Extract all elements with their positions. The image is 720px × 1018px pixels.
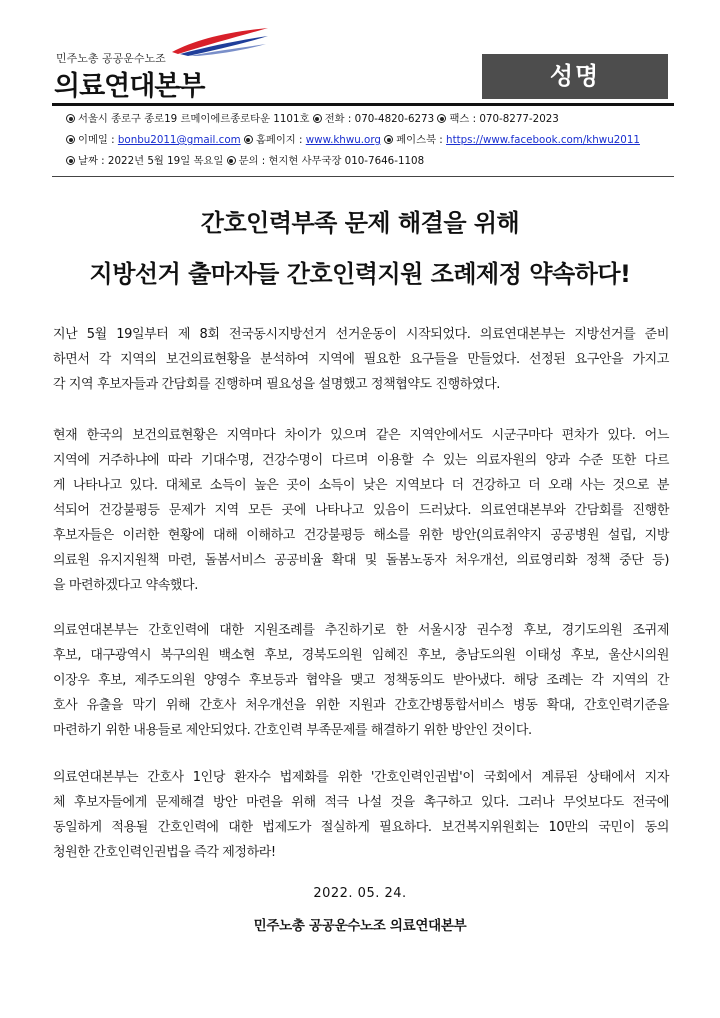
text-line: 게 나타나고 있다. 대체로 소득이 높은 곳이 소득이 낮은 지역보다 더 건강하고 더 오래 사는 것으로 분 <box>53 478 669 493</box>
bullet-icon <box>437 114 446 123</box>
phone: 070-4820-6273 <box>354 113 435 125</box>
release-date: 2022년 5월 19일 목요일 <box>107 155 224 167</box>
text-line: 동일하게 적용될 간호인력에 대한 법제도가 절실하게 필요하다. 보건복지위원회는 10만의 국민이 동의 <box>53 820 669 835</box>
title-line-1: 간호인력부족 문제 해결을 위해 <box>200 209 520 237</box>
text-line: 호사 유출을 막기 위해 간호사 처우개선을 위한 지원과 간호간병통합서비스 병동 확대, 간호인력기준을 <box>53 698 669 713</box>
paragraph-1 <box>53 322 669 397</box>
homepage-link[interactable]: www.khwu.org <box>305 134 381 146</box>
text-line: 지난 5월 19일부터 제 8회 전국동시지방선거 선거운동이 시작되었다. 의료연대본부는 지방선거를 준비 <box>53 327 669 342</box>
bullet-icon <box>313 114 322 123</box>
text-line: 지역에 거주하냐에 따라 기대수명, 건강수명이 다르며 이용할 수 있는 의료자원의 양과 수준 또한 다르 <box>53 453 669 468</box>
date-label: 날짜 <box>78 155 98 167</box>
inquiry-contact: 현지현 사무국장 010-7646-1108 <box>268 155 425 167</box>
letterhead <box>52 24 672 104</box>
paragraph-2 <box>53 423 669 598</box>
text-line: 마련하기 위한 내용들로 제안되었다. 간호인력 부족문제를 해결하기 위한 방안인 것이다. <box>53 723 532 738</box>
logo-title: 의료연대본부 <box>54 71 205 102</box>
email-link[interactable]: bonbu2011@gmail.com <box>117 134 241 146</box>
bullet-icon <box>66 135 75 144</box>
text-line: 각 지역 후보자들과 간담회를 진행하며 필요성을 설명했고 정책협약도 진행하였다. <box>53 377 500 392</box>
email-label: 이메일 <box>78 134 108 146</box>
statement-badge: 성명 <box>482 54 668 99</box>
statement-date: 2022. 05. 24. <box>313 886 407 901</box>
text-line: 을 마련하겠다고 약속했다. <box>53 578 198 593</box>
contact-line-2: 이메일 : bonbu2011@gmail.com 홈페이지 : www.khwu.org 페이스북 : https://www.facebook.com/khwu2011 <box>66 130 676 151</box>
paragraph-4 <box>53 765 669 865</box>
homepage-label: 홈페이지 <box>255 134 296 146</box>
text-line: 의료연대본부는 간호인력에 대한 지원조례를 추진하기로 한 서울시장 권수정 후보, 경기도의원 조귀제 <box>53 623 669 638</box>
text-line: 하면서 각 지역의 보건의료현황을 분석하여 지역에 필요한 요구들을 만들었다. 선정된 요구안을 가지고 <box>53 352 669 367</box>
text-line: 석되어 건강불평등 문제가 지역 모든 곳에 나타나고 있음이 드러났다. 의료연대본부와 간담회를 진행한 <box>53 503 669 518</box>
text-line: 의료원 유지지원책 마련, 돌봄서비스 공공비율 확대 및 돌봄노동자 처우개선, 의료영리화 정책 중단 등) <box>53 553 669 568</box>
bullet-icon <box>227 156 236 165</box>
bullet-icon <box>66 156 75 165</box>
signing-organization: 민주노총 공공운수노조 의료연대본부 <box>253 918 467 934</box>
header-divider <box>52 103 674 106</box>
text-line: 후보, 대구광역시 북구의원 백소현 후보, 경북도의원 임혜진 후보, 충남도의원 이태성 후보, 울산시의원 <box>53 648 669 663</box>
fax: 070-8277-2023 <box>479 113 559 125</box>
contact-divider <box>52 176 674 177</box>
address: 서울시 종로구 종로19 르메이에르종로타운 1101호 <box>78 113 310 125</box>
logo-subtitle: 민주노총 공공운수노조 <box>56 52 166 65</box>
text-line: 체 후보자들에게 문제해결 방안 마련을 위해 적극 나설 것을 촉구하고 있다. 그러나 무엇보다도 전국에 <box>53 795 669 810</box>
contact-info <box>66 109 676 172</box>
text-line: 청원한 간호인력인권법을 즉각 제정하라! <box>53 845 276 860</box>
inquiry-label: 문의 <box>238 155 259 167</box>
paragraph-3 <box>53 618 669 743</box>
facebook-link[interactable]: https://www.facebook.com/khwu2011 <box>446 134 640 146</box>
bullet-icon <box>66 114 75 123</box>
text-line: 후보자들은 이러한 현황에 대해 이해하고 건강불평등 해소를 위한 방안(의료취약지 공공병원 설립, 지방 <box>53 528 669 543</box>
text-line: 현재 한국의 보건의료현황은 지역마다 차이가 있으며 같은 지역안에서도 시군구마다 편차가 있다. 어느 <box>53 428 669 443</box>
phone-label: 전화 <box>324 113 345 125</box>
fax-label: 팩스 <box>449 113 470 125</box>
logo-swoosh-icon <box>170 26 270 56</box>
bullet-icon <box>244 135 253 144</box>
facebook-label: 페이스북 <box>396 134 437 146</box>
bullet-icon <box>384 135 393 144</box>
contact-line-1: 서울시 종로구 종로19 르메이에르종로타운 1101호 전화 : 070-4820-6273 팩스 : 070-8277-2023 <box>66 109 676 130</box>
text-line: 이장우 후보, 제주도의원 양영수 후보등과 협약을 맺고 정책동의도 받아냈다. 해당 조례는 각 지역의 간 <box>53 673 669 688</box>
contact-line-3: 날짜 : 2022년 5월 19일 목요일 문의 : 현지현 사무국장 010-7646-1108 <box>66 151 676 172</box>
text-line: 의료연대본부는 간호사 1인당 환자수 법제화를 위한 '간호인력인권법'이 국회에서 계류된 상태에서 지자 <box>53 770 669 785</box>
title-line-2: 지방선거 출마자들 간호인력지원 조례제정 약속하다! <box>89 260 631 288</box>
